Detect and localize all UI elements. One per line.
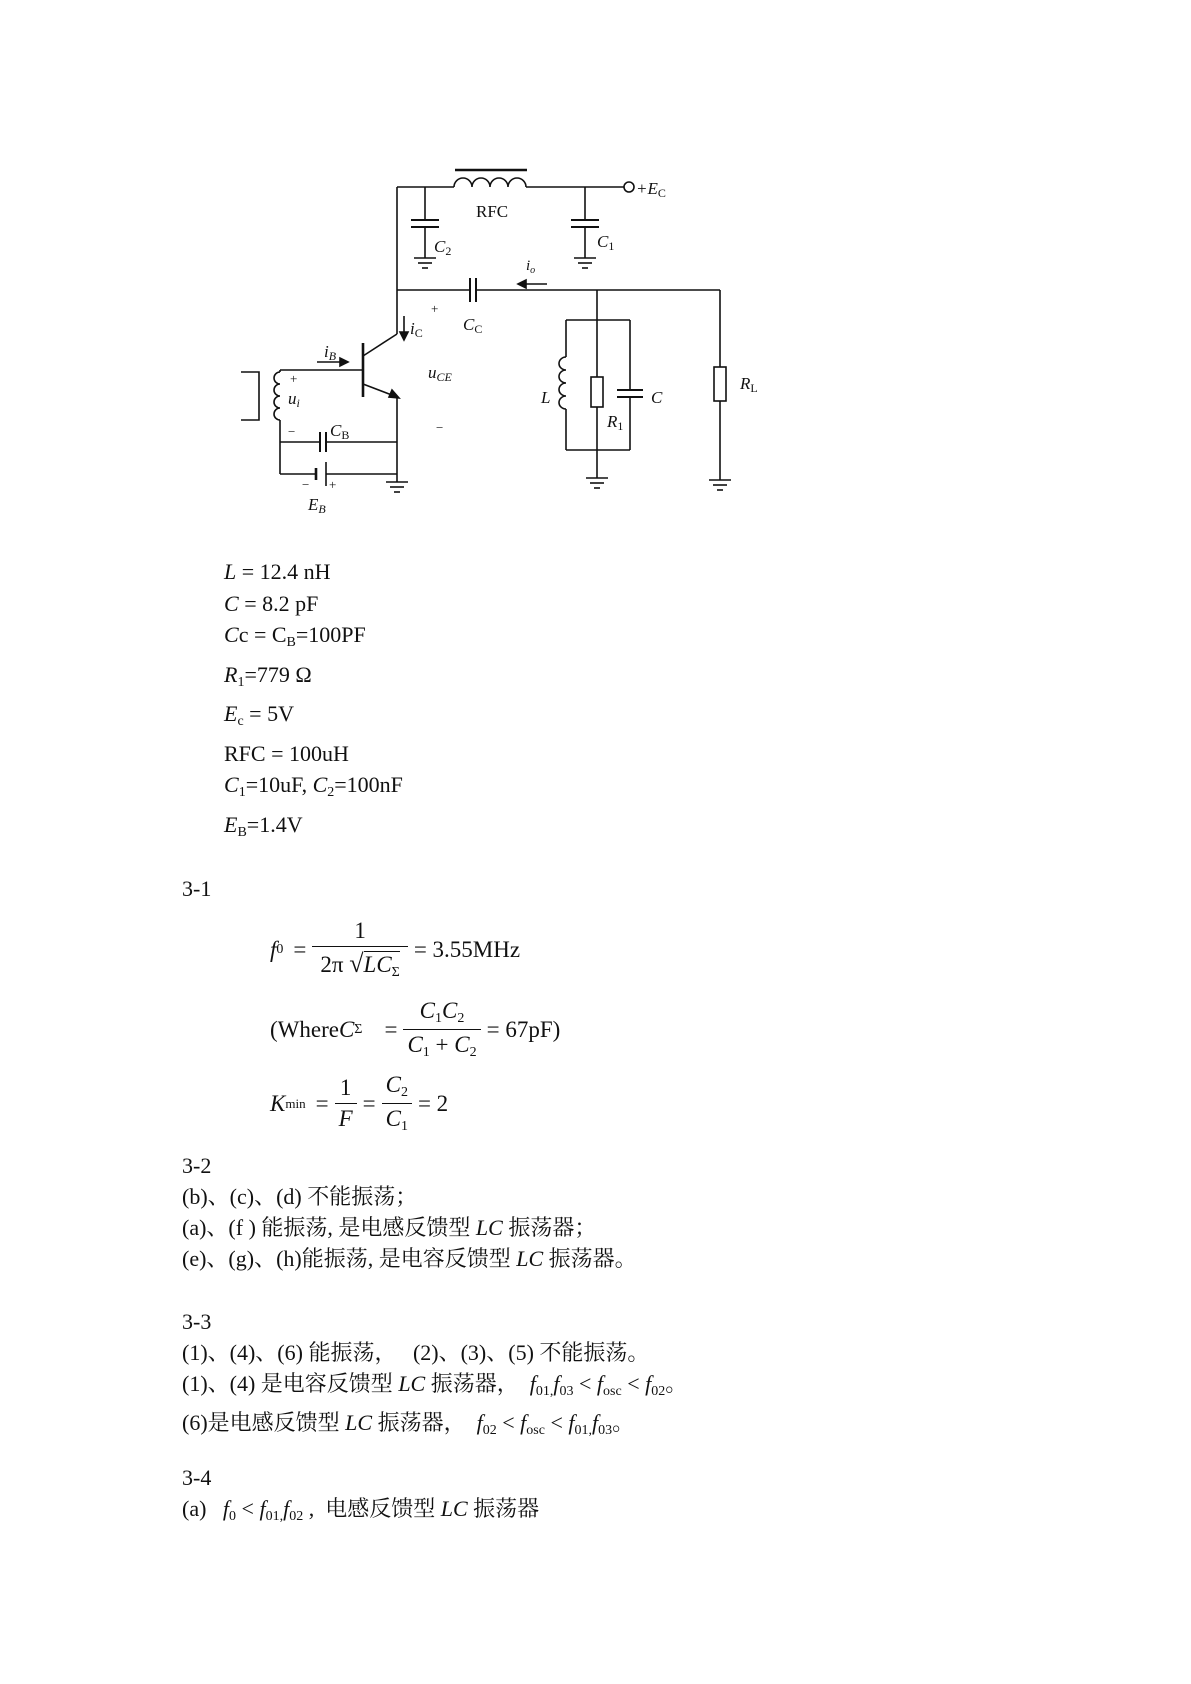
label-ib: iB — [324, 342, 337, 363]
equation-kmin: K min = $\frac{1}{F}$ = $\frac{C_2}{C_1}$ = 2 — [270, 1072, 449, 1134]
ic-arrowhead — [400, 332, 408, 340]
label-plus-in: + — [290, 371, 298, 386]
fraction-one-over-f: $\frac{1}{F}$ — [335, 1075, 357, 1132]
param-r1: $R_1=779$ Ω — [224, 661, 312, 690]
section-3-4 — [182, 1462, 539, 1532]
param-ec: $E_c = 5V$ — [224, 701, 294, 729]
label-c2: C2 — [434, 237, 452, 258]
heading-3-3: 3-3 — [182, 1309, 212, 1334]
heading-3-1: 3-1 — [182, 876, 212, 901]
fraction-csigma: $\frac{C_1C_2}{C_1 + C_2}$ — [403, 998, 480, 1061]
label-ec: +EC — [636, 179, 666, 200]
label-rl: RL — [740, 374, 758, 395]
transformer-secondary — [274, 372, 280, 420]
answer-3-3-line-3: (6)是电感反馈型 LC 振荡器， $f_{02} < f_{osc} < f_{01,}f_{03}$。 — [182, 1410, 635, 1438]
param-eb: $E_B=1.4V$ — [224, 811, 303, 840]
ground-symbol — [709, 480, 731, 490]
param-l: L = 12.4 nH — [224, 559, 331, 584]
fraction-f0: $\frac{1}{2\pi √LC_\Sigma}$ — [312, 918, 407, 981]
label-r1: R1 — [607, 412, 624, 433]
label-eb: EB — [308, 495, 326, 516]
r1-resistor — [591, 377, 603, 407]
section-3-2 — [182, 1150, 637, 1274]
param-c: C = 8.2 pF — [224, 590, 319, 616]
label-uce: uCE — [428, 363, 452, 384]
label-c1: C1 — [597, 232, 615, 253]
param-cc-cb: $Cc = C_B=100PF$ — [224, 622, 366, 650]
answer-3-2-line-3: (e)、(g)、(h)能振荡, 是电容反馈型 LC 振荡器。 — [182, 1246, 637, 1271]
answer-3-2-line-1: (b)、(c)、(d) 不能振荡； — [182, 1184, 418, 1209]
ground-symbol — [386, 482, 408, 492]
io-arrowhead — [518, 280, 526, 288]
label-l: L — [541, 388, 551, 407]
equation-csigma: (Where C Σ = $\frac{C_1C_2}{C_1 + C_2}$ = 67pF) — [270, 998, 561, 1060]
answer-3-3-line-2: (1)、(4) 是电容反馈型 LC 振荡器， $f_{01,}f_{03} < f_{osc} < f_{02}$。 — [182, 1371, 688, 1399]
ground-symbol — [574, 258, 596, 268]
param-c1-c2: $C_1=10uF$, $C_2=100nF$ — [224, 772, 403, 800]
answer-3-3-line-1: (1)、(4)、(6) 能振荡， (2)、(3)、(5) 不能振荡。 — [182, 1340, 650, 1365]
ec-terminal — [624, 182, 634, 192]
label-ui: ui — [288, 389, 300, 410]
section-3-3 — [182, 1306, 687, 1446]
label-minus-in: − — [288, 424, 296, 439]
param-rfc: RFC = 100uH — [224, 740, 349, 766]
label-minus-out: − — [436, 420, 444, 435]
label-battery-plus: + — [329, 477, 337, 492]
circuit-diagram — [0, 0, 1191, 520]
ib-arrowhead — [340, 358, 348, 366]
label-cb: CB — [330, 421, 350, 442]
label-io: $i_o$ — [526, 258, 536, 276]
equation-f0: f 0 = $\frac{1}{2\pi √LC_\Sigma}$ = 3.55MHz — [270, 918, 521, 980]
tank-inductor — [559, 357, 566, 409]
heading-3-2: 3-2 — [182, 1153, 212, 1178]
parameter-list — [224, 556, 403, 848]
label-plus-top: + — [431, 301, 439, 316]
answer-3-2-line-2: (a)、(f ) 能振荡, 是电感反馈型 LC 振荡器； — [182, 1215, 597, 1240]
fraction-c2-over-c1: $\frac{C_2}{C_1}$ — [382, 1072, 412, 1135]
ground-symbol — [414, 258, 436, 268]
emitter-arrowhead — [389, 390, 399, 398]
heading-3-4: 3-4 — [182, 1465, 212, 1490]
transformer-primary — [241, 372, 259, 420]
label-battery-minus: − — [302, 477, 310, 492]
label-c: C — [651, 388, 663, 407]
label-ic: iC — [410, 319, 423, 340]
ground-symbol — [586, 478, 608, 488]
label-cc: CC — [463, 315, 483, 336]
rfc-inductor — [454, 178, 526, 187]
label-rfc: RFC — [476, 202, 509, 221]
rl-resistor — [714, 367, 726, 401]
transistor-collector — [363, 334, 397, 356]
answer-3-4-line-1: (a) $f_0 < f_{01,}f_{02}$ , 电感反馈型 LC 振荡器 — [182, 1496, 540, 1524]
